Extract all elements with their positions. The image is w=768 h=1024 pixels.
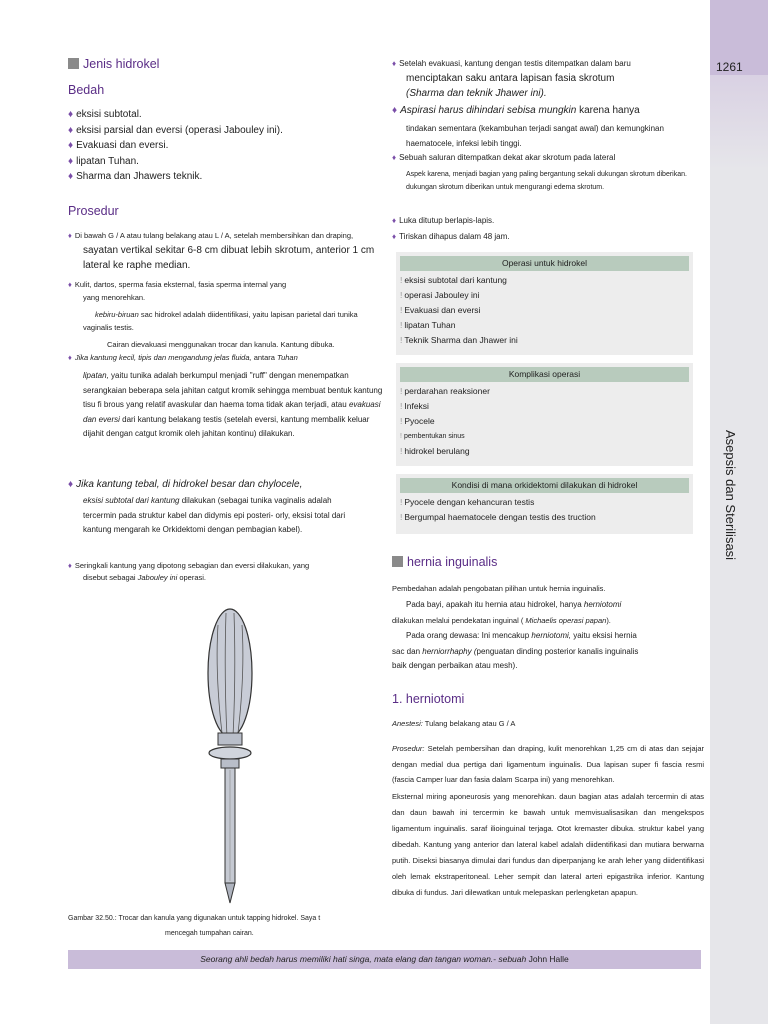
figure-caption-line2: mencegah tumpahan cairan.: [165, 930, 254, 937]
herniotomi-body: Eksternal miring aponeurosis yang menorehkan. daun bagian atas adalah tercermin di atas dan daun bawah ini tercermin ke bawah untuk memvisualisasikan dan mengekspos ligamentum inguinalis. saraf ilioinguinal terjaga. Otot kremaster dibuka. struktur kabel yang dibedah. Kantung yang anterior dan lateral kabel adalah diidentifikasi dan mutiara berwarna putih. Diseksi biasanya dimulai dari fundus dan diperpanjang ke arah leher yang diidentifikasi oleh lemak ekstraperitoneal. Leher sempit dan lateral arteri epigastrika inferior. Kantung dibuka di fundus. Jari dilewatkan untuk melepaskan perlengketan apapun.: [392, 792, 704, 897]
box-kondisi-orkidektomi: [396, 474, 693, 534]
hernia-line-5: sac dan herniorrhaphy (penguatan dinding posterior kanalis inguinalis: [392, 647, 639, 656]
box-title: Kondisi di mana orkidektomi dilakukan di hidrokel: [400, 478, 689, 493]
box-item: ! Evakuasi dan eversi: [400, 305, 481, 315]
box-komplikasi-operasi: [396, 363, 693, 466]
heading-herniotomi: 1. herniotomi: [392, 692, 465, 706]
footer-quote-bar: Seorang ahli bedah harus memiliki hati singa, mata elang dan tangan woman.- sebuah John Halle: [68, 950, 701, 969]
box-item: ! eksisi subtotal dari kantung: [400, 275, 507, 285]
trocar-tip: [225, 883, 235, 903]
hernia-line-2: Pada bayi, apakah itu hernia atau hidrokel, hanya herniotomi: [406, 600, 622, 609]
right-para-2-head: ♦ Aspirasi harus dihindari sebisa mungkin karena hanya: [392, 105, 640, 116]
diamond-bullet-icon: ♦: [68, 140, 74, 151]
prosedur-para-2-line4: Cairan dievakuasi menggunakan trocar dan kanula. Kantung dibuka.: [107, 340, 335, 349]
trocar-handle: [208, 609, 252, 737]
right-para-5: ♦ Tiriskan dihapus dalam 48 jam.: [392, 232, 510, 241]
box-item: ! Bergumpal haematocele dengan testis des truction: [400, 512, 596, 522]
page-number: 1261: [716, 60, 743, 74]
box-item: ! Teknik Sharma dan Jhawer ini: [400, 335, 518, 345]
box-item: ! pembentukan sinus: [400, 433, 465, 440]
square-bullet-icon: [68, 58, 79, 69]
prosedur-para-3-body: lipatan, yaitu tunika adalah berkumpul menjadi "ruff" dengan menempatkan serangkaian beberapa sela jahitan catgut kromik sehingga membuat bentuk kantung tisu fi brous yang relatif avaskular dan haema toma tidak akan terjadi, atau evakuasi dan eversi dari kantung belakang testis (setelah eversi, kantung membalik keluar dijahit dengan catgut kromik oleh jahitan kontinu) dilakukan.: [83, 371, 383, 438]
box-title: Komplikasi operasi: [400, 367, 689, 382]
square-bullet-icon: [392, 556, 403, 567]
box-item: ! lipatan Tuhan: [400, 320, 456, 330]
bedah-list: [68, 107, 368, 185]
right-para-3-body: Aspek karena, menjadi bagian yang paling bergantung sekali dukungan skrotum diberikan. dukungan skrotum diberikan untuk mengurangi edema skrotum.: [406, 171, 687, 191]
section-jenis-hidrokel: Jenis hidrokel: [68, 57, 159, 71]
right-para-1-main: menciptakan saku antara lapisan fasia skrotum: [406, 73, 615, 84]
box-operasi-hidrokel: [396, 252, 693, 355]
box-title: Operasi untuk hidrokel: [400, 256, 689, 271]
prosedur-para-1-main: sayatan vertikal sekitar 6-8 cm dibuat lebih skrotum, anterior 1 cm lateral ke raphe median.: [83, 245, 375, 271]
list-item: ♦ lipatan Tuhan.: [68, 155, 139, 167]
section-hernia-inguinalis: hernia inguinalis: [392, 555, 497, 569]
prosedur-para-1-intro: ♦ Di bawah G / A atau tulang belakang atau L / A, setelah membersihkan dan draping,: [68, 231, 354, 240]
list-item: ♦ eksisi parsial dan eversi (operasi Jabouley ini).: [68, 124, 283, 136]
diamond-bullet-icon: ♦: [68, 109, 74, 120]
prosedur-para-4-body: eksisi subtotal dari kantung dilakukan (sebagai tunika vaginalis adalah tercermin pada struktur kabel dan didymis epi posteri- orly, eksisi total dari kantung mengarah ke Orkidektomi dengan pembagian kabel).: [83, 496, 346, 534]
chapter-side-label: Asepsis dan Sterilisasi: [723, 430, 738, 561]
hernia-line-1: Pembedahan adalah pengobatan pilihan untuk hernia inguinalis.: [392, 584, 606, 593]
diamond-bullet-icon: ♦: [68, 171, 74, 182]
heading-prosedur: Prosedur: [68, 204, 119, 218]
figure-caption-line1: Gambar 32.50.: Trocar dan kanula yang digunakan untuk tapping hidrokel. Saya t: [68, 915, 321, 922]
list-item: ♦ Sharma dan Jhawers teknik.: [68, 171, 203, 182]
right-para-1-italic: (Sharma dan teknik Jhawer ini).: [406, 88, 547, 99]
prosedur-herniotomi: Prosedur: Setelah pembersihan dan draping, kulit menorehkan 1,25 cm di atas dan sejajar dengan medial dua pertiga dari ligamentum inguinalis. Dua lapisan super fi fascia resmi (fascia Camper luar dan fasia dalam Scarpa ini) yang menorehkan.: [392, 744, 704, 784]
heading-bedah: Bedah: [68, 83, 105, 97]
prosedur-para-5-line2: disebut sebagai Jabouley ini operasi.: [83, 573, 207, 582]
trocar-flange: [209, 747, 251, 759]
prosedur-para-3-intro: ♦ Jika kantung kecil, tipis dan mengandung jelas fluida, antara Tuhan: [68, 353, 298, 362]
prosedur-para-2-line2: yang menorehkan.: [83, 293, 146, 302]
box-item: ! perdarahan reaksioner: [400, 386, 490, 396]
right-para-1-intro: ♦ Setelah evakuasi, kantung dengan testis ditempatkan dalam baru: [392, 59, 631, 68]
list-item: ♦ Evakuasi dan eversi.: [68, 140, 169, 151]
anestesi-line: Anestesi: Tulang belakang atau G / A: [392, 719, 516, 728]
prosedur-para-4-head: ♦ Jika kantung tebal, di hidrokel besar dan chylocele,: [68, 479, 303, 490]
right-para-4: ♦ Luka ditutup berlapis-lapis.: [392, 216, 495, 225]
diamond-bullet-icon: ♦: [68, 155, 74, 167]
box-item: ! operasi Jabouley ini: [400, 290, 480, 300]
diamond-bullet-icon: ♦: [68, 124, 74, 136]
trocar-cannula-illustration: [195, 605, 265, 910]
prosedur-para-5-line1: ♦ Seringkali kantung yang dipotong sebagian dan eversi dilakukan, yang: [68, 561, 310, 570]
box-item: ! Infeksi: [400, 401, 429, 411]
hernia-line-4: Pada orang dewasa: Ini mencakup herniotomi, yaitu eksisi hernia: [406, 631, 637, 640]
list-item: ♦ eksisi subtotal.: [68, 109, 142, 120]
hernia-line-3: dilakukan melalui pendekatan inguinal ( Michaelis operasi papan).: [392, 616, 611, 625]
right-para-3-head: ♦ Sebuah saluran ditempatkan dekat akar skrotum pada lateral: [392, 153, 616, 162]
prosedur-para-2-body: kebiru-biruan sac hidrokel adalah diidentifikasi, yaitu lapisan parietal dari tunika vaginalis testis.: [83, 310, 358, 332]
box-item: ! Pyocele: [400, 416, 435, 426]
hernia-line-6: baik dengan perbaikan atau mesh).: [392, 661, 518, 670]
box-item: ! hidrokel berulang: [400, 446, 470, 456]
sidebar-gradient: [710, 75, 768, 170]
right-para-2-body: tindakan sementara (kekambuhan terjadi sangat awal) dan kemungkinan haematocele, infeksi lebih tinggi.: [406, 124, 664, 148]
box-item: ! Pyocele dengan kehancuran testis: [400, 497, 535, 507]
prosedur-para-2-line1: ♦ Kulit, dartos, sperma fasia eksternal, fasia sperma internal yang: [68, 280, 287, 289]
